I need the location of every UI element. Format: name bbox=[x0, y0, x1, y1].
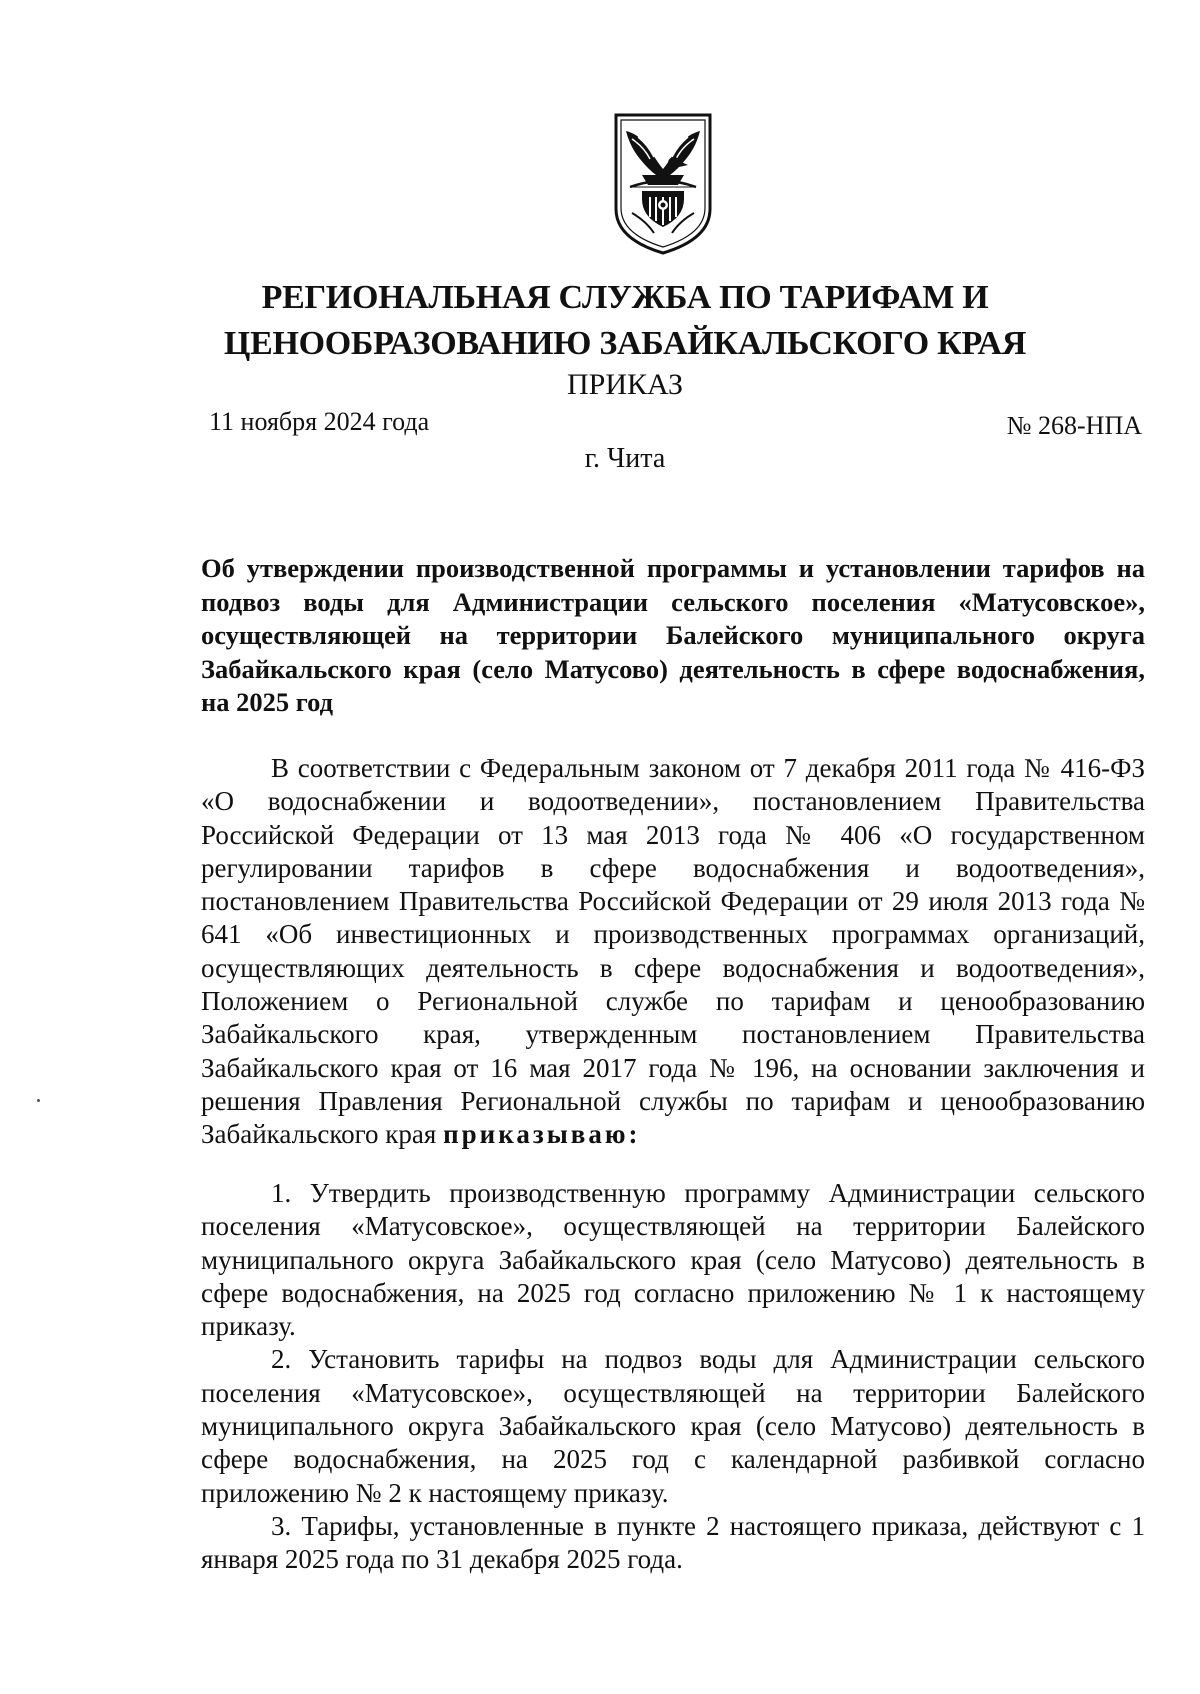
preamble-emphasis: приказываю: bbox=[443, 1119, 641, 1150]
order-item-1: 1. Утвердить производственную программу Администрации сельского поселения «Матусовское», осуществляющей на территории Балейского муниципального округа Забайкальского края (село Матусово) деятельность в сфере водоснабжения, на 2025 год согласно приложению № 1 к настоящему приказу. bbox=[201, 1178, 1145, 1342]
organization-title bbox=[200, 275, 1050, 367]
order-item-2: 2. Установить тарифы на подвоз воды для Администрации сельского поселения «Матусовское», осуществляющей на территории Балейского муниципального округа Забайкальского края (село Матусово) деятельность в сфере водоснабжения, на 2025 год с календарной разбивкой согласно приложению № 2 к настоящему приказу. bbox=[201, 1344, 1145, 1508]
document-city: г. Чита bbox=[584, 443, 666, 474]
order-items bbox=[201, 1177, 1145, 1577]
document-type: ПРИКАЗ bbox=[567, 368, 683, 401]
order-item-3: 3. Тарифы, установленные в пункте 2 настоящего приказа, действуют с 1 января 2025 года по 31 декабря 2025 года. bbox=[201, 1510, 1145, 1575]
document-number: № 268-НПА bbox=[1006, 411, 1142, 440]
organization-title-line-1: РЕГИОНАЛЬНАЯ СЛУЖБА ПО ТАРИФАМ И bbox=[261, 279, 989, 316]
organization-title-line-2: ЦЕНООБРАЗОВАНИЮ ЗАБАЙКАЛЬСКОГО КРАЯ bbox=[223, 325, 1027, 362]
document-date: 11 ноября 2024 года bbox=[209, 407, 430, 436]
preamble-text: В соответствии с Федеральным законом от 7 декабря 2011 года № 416-ФЗ «О водоснабжении и водоотведении», постановлением Правительства Российской Федерации от 13 мая 2013 года № 406 «О государственном регулировании тарифов в сфере водоснабжения и водоотведения», постановлением Правительства Российской Федерации от 29 июля 2013 года № 641 «Об инвестиционных и производственных программах организаций, осуществляющих деятельность в сфере водоснабжения и водоотведения», Положением о Региональной службе по тарифам и ценообразованию Забайкальского края, утвержденным постановлением Правительства Забайкальского края от 16 мая 2017 года № 196, на основании заключения и решения Правления Региональной службы по тарифам и ценообразованию Забайкальского края bbox=[201, 753, 1145, 1150]
zabaikalsky-krai-coat-of-arms-icon bbox=[612, 113, 714, 255]
document-subject: Об утверждении производственной программы и установлении тарифов на подвоз воды для Администрации сельского поселения «Матусовское», осуществляющей на территории Балейского муниципального округа Забайкальского края (село Матусово) деятельность в сфере водоснабжения, на 2025 год bbox=[201, 553, 1145, 718]
preamble bbox=[201, 752, 1145, 1152]
scan-speck bbox=[37, 1099, 40, 1102]
